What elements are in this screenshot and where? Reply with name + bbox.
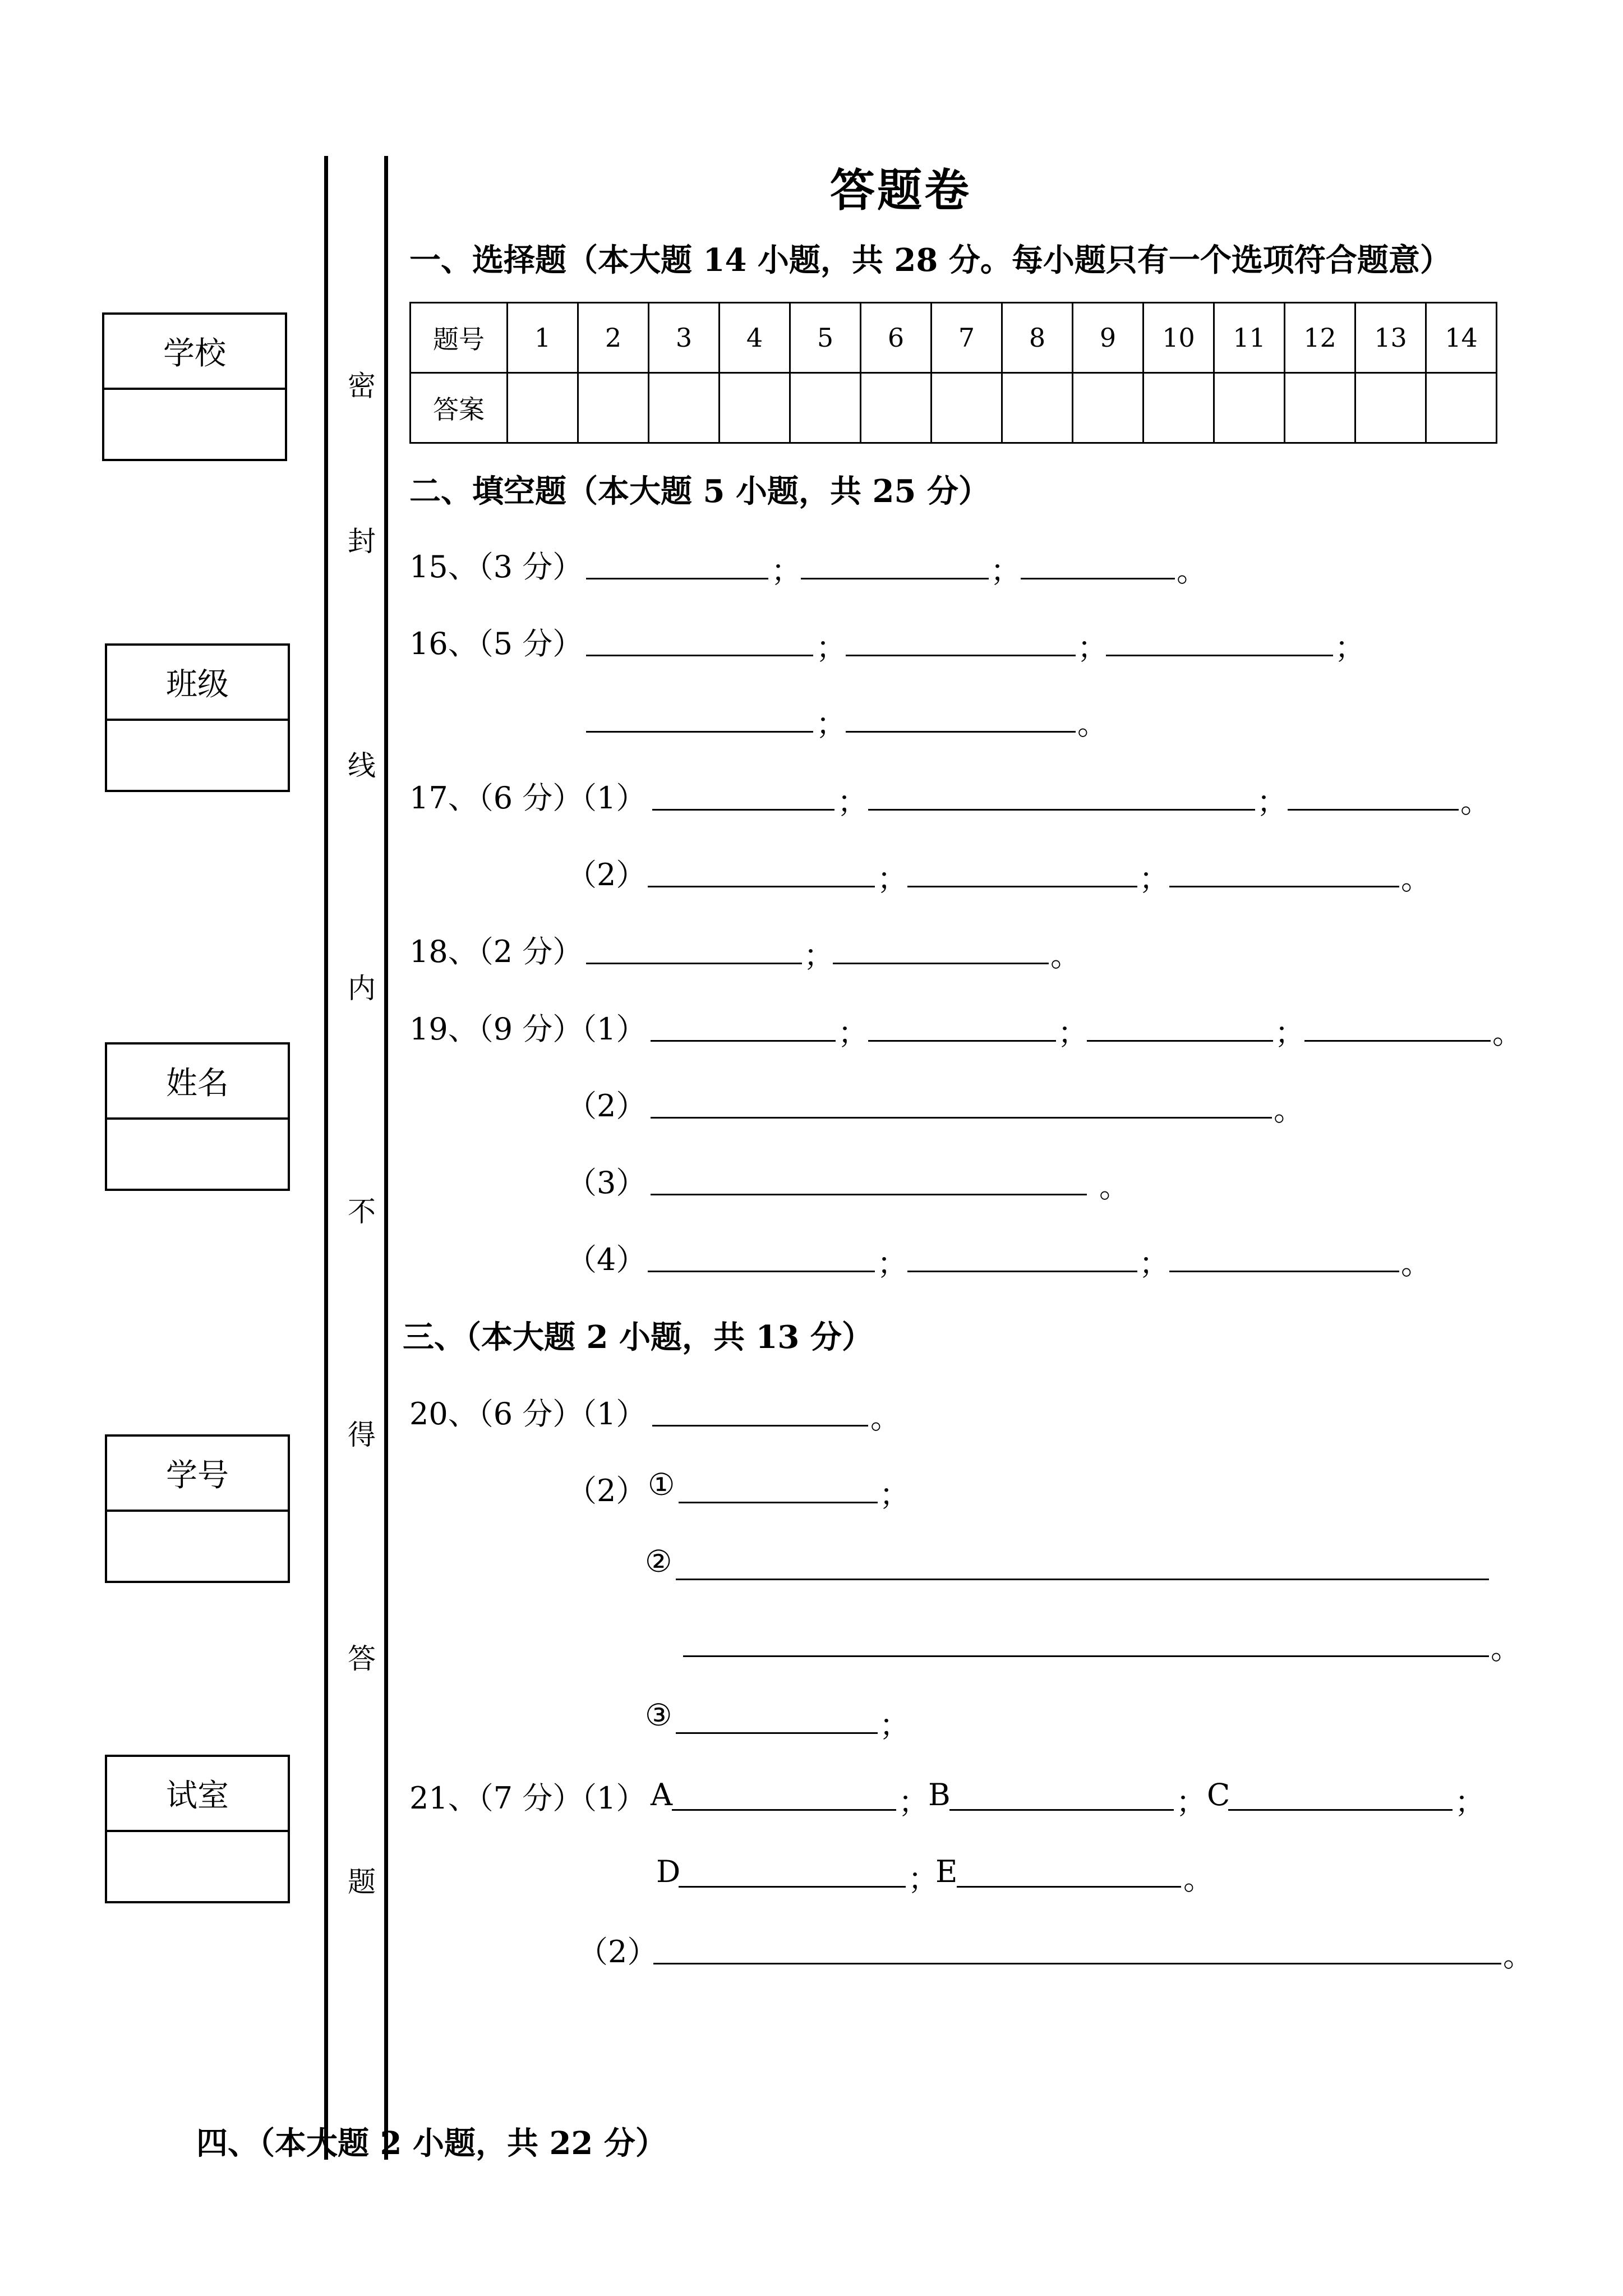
seal-char: 内 bbox=[348, 972, 376, 1005]
period: 。 bbox=[1077, 706, 1108, 742]
answer-cell[interactable] bbox=[720, 373, 790, 443]
semicolon: ； bbox=[838, 1015, 868, 1051]
answer-line[interactable] bbox=[679, 1886, 906, 1888]
seal-char: 题 bbox=[348, 1866, 376, 1898]
table-cell-number: 12 bbox=[1285, 303, 1355, 373]
name-label: 姓名 bbox=[107, 1045, 288, 1120]
letter-b: B bbox=[928, 1777, 951, 1812]
answer-line[interactable] bbox=[652, 1425, 868, 1427]
answer-line[interactable] bbox=[1169, 1271, 1399, 1272]
question-18-label: 18、（2 分） bbox=[409, 934, 583, 969]
semicolon: ； bbox=[1139, 1246, 1169, 1281]
seal-line-left bbox=[324, 156, 328, 2160]
answer-line[interactable] bbox=[679, 1502, 878, 1503]
semicolon: ； bbox=[908, 1861, 938, 1897]
part-1-label: （1） bbox=[566, 780, 647, 816]
answer-line[interactable] bbox=[1288, 809, 1459, 811]
period: 。 bbox=[1177, 553, 1207, 588]
answer-line[interactable] bbox=[648, 1271, 875, 1272]
period: 。 bbox=[1099, 1169, 1129, 1204]
part-1-label: （1） bbox=[566, 1780, 647, 1816]
semicolon: ； bbox=[771, 553, 801, 588]
circled-3: ③ bbox=[645, 1697, 672, 1733]
table-row bbox=[411, 303, 1497, 373]
name-box bbox=[105, 1042, 290, 1191]
section-four-heading: 四、（本大题 2 小题，共 22 分） bbox=[196, 2125, 667, 2162]
answer-line[interactable] bbox=[907, 1271, 1137, 1272]
answer-line[interactable] bbox=[651, 1194, 1087, 1195]
seal-char: 得 bbox=[348, 1419, 376, 1451]
table-cell-number: 4 bbox=[720, 303, 790, 373]
table-cell-number: 7 bbox=[932, 303, 1002, 373]
answer-line[interactable] bbox=[652, 809, 834, 811]
period: 。 bbox=[1274, 1092, 1304, 1128]
answer-line[interactable] bbox=[1021, 578, 1175, 579]
page-title: 答题卷 bbox=[830, 164, 971, 217]
period: 。 bbox=[1401, 1246, 1431, 1281]
table-cell-number: 2 bbox=[578, 303, 649, 373]
table-cell-number: 5 bbox=[790, 303, 861, 373]
student-id-label: 学号 bbox=[107, 1437, 288, 1512]
answer-cell[interactable] bbox=[1285, 373, 1355, 443]
semicolon: ； bbox=[990, 553, 1021, 588]
semicolon: ； bbox=[879, 1708, 910, 1743]
answer-cell[interactable] bbox=[649, 373, 720, 443]
answer-line[interactable] bbox=[949, 1809, 1174, 1811]
answer-cell[interactable] bbox=[790, 373, 861, 443]
circled-1: ① bbox=[648, 1467, 675, 1502]
semicolon: ； bbox=[1275, 1015, 1305, 1051]
answer-line[interactable] bbox=[1304, 1040, 1491, 1042]
semicolon: ； bbox=[1139, 861, 1169, 896]
answer-cell[interactable] bbox=[932, 373, 1002, 443]
question-21-label: 21、（7 分） bbox=[409, 1780, 583, 1816]
answer-line[interactable] bbox=[868, 809, 1255, 811]
school-box bbox=[102, 312, 287, 461]
seal-line-right bbox=[384, 156, 388, 2160]
section-choice-heading: 一、选择题（本大题 14 小题，共 28 分。每小题只有一个选项符合题意） bbox=[409, 242, 1451, 279]
part-2-label: （2） bbox=[566, 857, 647, 892]
answer-cell[interactable] bbox=[861, 373, 932, 443]
answer-line[interactable] bbox=[1169, 886, 1399, 887]
answer-cell[interactable] bbox=[578, 373, 649, 443]
seal-char: 线 bbox=[348, 749, 376, 782]
semicolon: ； bbox=[898, 1784, 929, 1820]
table-cell-number: 13 bbox=[1355, 303, 1426, 373]
letter-c: C bbox=[1207, 1777, 1230, 1812]
choice-answer-table bbox=[409, 302, 1497, 444]
part-4-label: （4） bbox=[566, 1242, 647, 1277]
answer-line[interactable] bbox=[672, 1809, 896, 1811]
semicolon: ； bbox=[1058, 1015, 1088, 1051]
part-2-label: （2） bbox=[566, 1088, 647, 1124]
semicolon: ； bbox=[816, 630, 846, 665]
answer-line[interactable] bbox=[676, 1732, 878, 1734]
semicolon: ； bbox=[1335, 630, 1365, 665]
semicolon: ； bbox=[879, 1477, 910, 1512]
part-1-label: （1） bbox=[566, 1396, 647, 1432]
semicolon: ； bbox=[837, 784, 868, 820]
question-17-label: 17、（6 分） bbox=[409, 780, 583, 816]
period: 。 bbox=[1050, 938, 1081, 973]
seal-char: 不 bbox=[348, 1195, 376, 1228]
question-20-label: 20、（6 分） bbox=[409, 1396, 583, 1432]
answer-line[interactable] bbox=[957, 1886, 1181, 1888]
answer-cell[interactable] bbox=[1355, 373, 1426, 443]
semicolon: ； bbox=[1077, 630, 1108, 665]
period: 。 bbox=[1183, 1861, 1214, 1897]
answer-line[interactable] bbox=[868, 1040, 1056, 1042]
answer-line[interactable] bbox=[653, 1963, 1501, 1964]
answer-line[interactable] bbox=[586, 963, 802, 964]
table-cell-number: 9 bbox=[1073, 303, 1144, 373]
answer-line[interactable] bbox=[648, 886, 875, 887]
school-label: 学校 bbox=[104, 315, 285, 390]
semicolon: ； bbox=[816, 706, 846, 742]
answer-line[interactable] bbox=[833, 963, 1049, 964]
period: 。 bbox=[1460, 784, 1491, 820]
exam-room-box bbox=[105, 1755, 290, 1903]
seal-char: 封 bbox=[348, 525, 376, 558]
seal-char: 密 bbox=[348, 370, 376, 402]
letter-a: A bbox=[651, 1777, 672, 1812]
semicolon: ； bbox=[1257, 784, 1287, 820]
answer-cell[interactable] bbox=[508, 373, 578, 443]
answer-line[interactable] bbox=[586, 731, 813, 733]
answer-cell[interactable] bbox=[1073, 373, 1144, 443]
letter-e: E bbox=[935, 1854, 958, 1889]
answer-line[interactable] bbox=[676, 1579, 1489, 1580]
period: 。 bbox=[1492, 1015, 1523, 1051]
part-1-label: （1） bbox=[566, 1011, 647, 1047]
semicolon: ； bbox=[877, 1246, 907, 1281]
table-cell-number: 8 bbox=[1002, 303, 1073, 373]
answer-cell[interactable] bbox=[1214, 373, 1285, 443]
table-cell-number: 11 bbox=[1214, 303, 1285, 373]
question-15-label: 15、（3 分） bbox=[409, 549, 583, 585]
semicolon: ； bbox=[877, 861, 907, 896]
answer-line[interactable] bbox=[586, 655, 813, 656]
part-2-label: （2） bbox=[578, 1934, 658, 1970]
table-header-answer: 答案 bbox=[411, 373, 508, 443]
answer-line[interactable] bbox=[907, 886, 1137, 887]
table-cell-number: 10 bbox=[1144, 303, 1214, 373]
seal-char: 答 bbox=[348, 1642, 376, 1675]
answer-cell[interactable] bbox=[1002, 373, 1073, 443]
table-row bbox=[411, 373, 1497, 443]
answer-line[interactable] bbox=[1106, 655, 1333, 656]
period: 。 bbox=[870, 1400, 901, 1435]
answer-cell[interactable] bbox=[1144, 373, 1214, 443]
period: 。 bbox=[1503, 1938, 1533, 1973]
answer-line[interactable] bbox=[846, 731, 1076, 733]
answer-line[interactable] bbox=[846, 655, 1076, 656]
class-label: 班级 bbox=[107, 646, 288, 721]
circled-2: ② bbox=[645, 1544, 672, 1579]
answer-line[interactable] bbox=[1087, 1040, 1273, 1042]
table-cell-number: 1 bbox=[508, 303, 578, 373]
part-2-label: （2） bbox=[566, 1473, 647, 1508]
answer-line[interactable] bbox=[651, 1040, 836, 1042]
letter-d: D bbox=[656, 1854, 681, 1889]
table-cell-number: 3 bbox=[649, 303, 720, 373]
section-three-heading: 三、（本大题 2 小题，共 13 分） bbox=[403, 1319, 873, 1356]
semicolon: ； bbox=[804, 938, 834, 973]
exam-room-label: 试室 bbox=[107, 1757, 288, 1832]
semicolon: ； bbox=[1176, 1784, 1206, 1820]
table-header-number: 题号 bbox=[411, 303, 508, 373]
answer-line[interactable] bbox=[1228, 1809, 1453, 1811]
table-cell-number: 14 bbox=[1426, 303, 1497, 373]
answer-line[interactable] bbox=[683, 1655, 1489, 1657]
answer-line[interactable] bbox=[801, 578, 989, 579]
answer-cell[interactable] bbox=[1426, 373, 1497, 443]
student-id-box bbox=[105, 1434, 290, 1583]
section-fill-heading: 二、填空题（本大题 5 小题，共 25 分） bbox=[409, 473, 990, 510]
question-16-label: 16、（5 分） bbox=[409, 626, 583, 661]
period: 。 bbox=[1401, 861, 1431, 896]
part-3-label: （3） bbox=[566, 1165, 647, 1200]
answer-line[interactable] bbox=[651, 1117, 1272, 1119]
answer-line[interactable] bbox=[586, 578, 768, 579]
class-box bbox=[105, 643, 290, 792]
period: 。 bbox=[1491, 1631, 1521, 1666]
table-cell-number: 6 bbox=[861, 303, 932, 373]
semicolon: ； bbox=[1455, 1784, 1485, 1820]
question-19-label: 19、（9 分） bbox=[409, 1011, 583, 1047]
